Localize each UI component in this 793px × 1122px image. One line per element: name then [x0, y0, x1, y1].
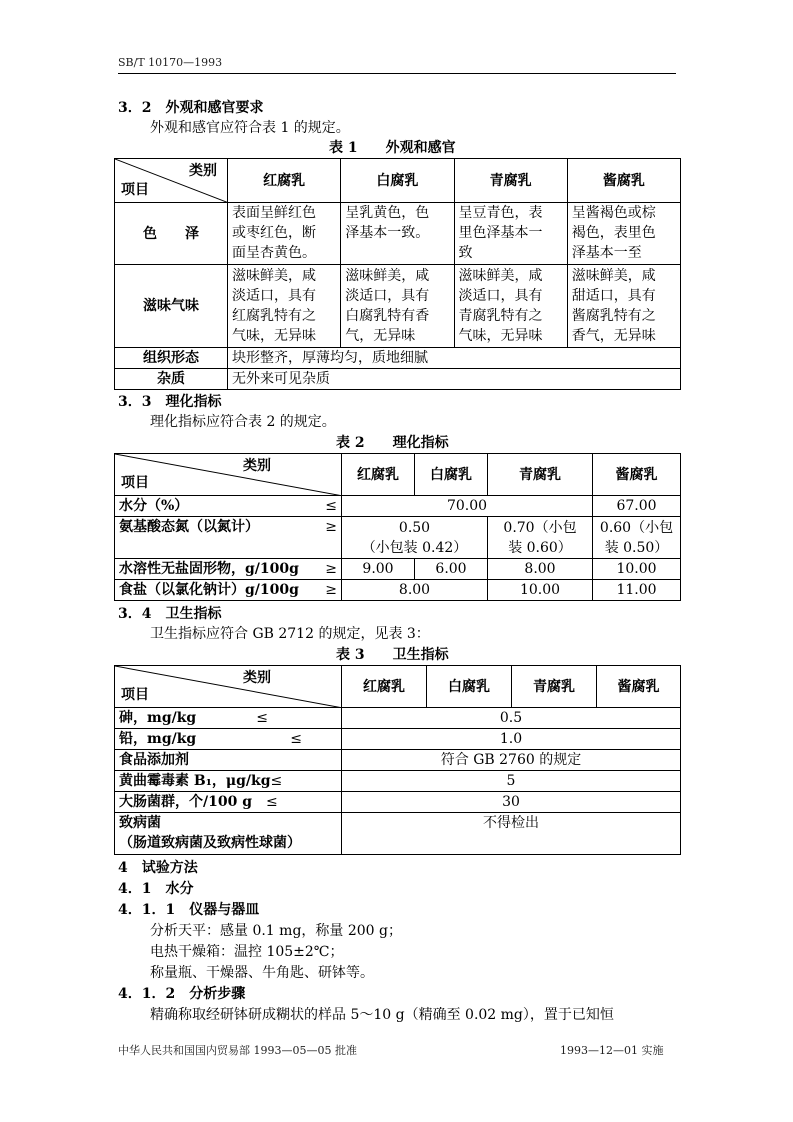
- table-2: [114, 453, 681, 601]
- cell-taste-green: 滋味鲜美，咸 淡适口，具有 青腐乳特有之 气味，无异味: [454, 265, 567, 348]
- diagonal-line: [115, 454, 343, 496]
- table-3: [114, 665, 681, 855]
- row-label-taste: 滋味气味: [115, 265, 228, 348]
- cell-texture: 块形整齐，厚薄均匀，质地细腻: [228, 348, 681, 369]
- section-3-3-intro: 理化指标应符合表 2 的规定。: [150, 414, 336, 430]
- table-2-caption: 表 2 理化指标: [336, 435, 449, 451]
- section-4-1-2-title: 4．1．2 分析步骤: [118, 986, 246, 1002]
- cell-solids-green: 8.00: [488, 559, 593, 580]
- row-label-aflatoxin: 黄曲霉毒素 B₁，μg/kg≤: [115, 771, 342, 792]
- cell-moisture-red-white-green: 70.00: [342, 496, 593, 517]
- section-4-1-1-title: 4．1．1 仪器与器皿: [118, 902, 260, 918]
- cell-additives: 符合 GB 2760 的规定: [342, 750, 681, 771]
- col-header: 红腐乳: [342, 666, 427, 708]
- cell-salt-green: 10.00: [488, 580, 593, 601]
- table-3-corner: [115, 666, 342, 708]
- col-header: 红腐乳: [342, 454, 415, 496]
- cell-salt-sauce: 11.00: [593, 580, 681, 601]
- cell-solids-sauce: 10.00: [593, 559, 681, 580]
- cell-amino-green: 0.70（小包 装 0.60）: [488, 517, 593, 559]
- corner-item: 项目: [121, 687, 149, 703]
- section-4-title: 4 试验方法: [118, 860, 198, 876]
- section-3-2-title: 3．2 外观和感官要求: [118, 100, 264, 116]
- equipment-misc: 称量瓶、干燥器、牛角匙、研钵等。: [150, 965, 374, 981]
- section-3-3-title: 3．3 理化指标: [118, 394, 222, 410]
- col-header: 青腐乳: [488, 454, 593, 496]
- cell-color-sauce: 呈酱褐色或棕 褐色，表里色 泽基本一至: [567, 203, 680, 265]
- section-4-1-title: 4．1 水分: [118, 881, 194, 897]
- row-label-salt: 食盐（以氯化钠计）g/100g ≥: [115, 580, 342, 601]
- corner-item: 项目: [121, 182, 149, 198]
- section-3-4-intro: 卫生指标应符合 GB 2712 的规定，见表 3：: [150, 626, 430, 642]
- diagonal-line: [115, 666, 343, 708]
- cell-coliform: 30: [342, 792, 681, 813]
- cell-aflatoxin: 5: [342, 771, 681, 792]
- col-header: 酱腐乳: [597, 666, 681, 708]
- corner-item: 项目: [121, 475, 149, 491]
- cell-taste-sauce: 滋味鲜美，咸 甜适口，具有 酱腐乳特有之 香气，无异味: [567, 265, 680, 348]
- col-header: 青腐乳: [512, 666, 597, 708]
- col-header: 白腐乳: [341, 159, 454, 203]
- footer-approval: 中华人民共和国国内贸易部 1993—05—05 批准: [118, 1044, 357, 1057]
- row-label-texture: 组织形态: [115, 348, 228, 369]
- row-label-soluble-solids: 水溶性无盐固形物，g/100g ≥: [115, 559, 342, 580]
- cell-color-white: 呈乳黄色，色 泽基本一致。: [341, 203, 454, 265]
- row-label-impurity: 杂质: [115, 369, 228, 390]
- col-header: 酱腐乳: [567, 159, 680, 203]
- cell-solids-red: 9.00: [342, 559, 415, 580]
- table-3-caption: 表 3 卫生指标: [336, 647, 449, 663]
- col-header: 酱腐乳: [593, 454, 681, 496]
- footer-implementation: 1993—12—01 实施: [560, 1044, 664, 1057]
- header-rule: [118, 73, 676, 74]
- standard-code: SB/T 10170—1993: [118, 56, 223, 69]
- cell-amino-sauce: 0.60（小包 装 0.50）: [593, 517, 681, 559]
- corner-category: 类别: [243, 670, 271, 686]
- col-header: 红腐乳: [228, 159, 341, 203]
- procedure-paragraph: 精确称取经研钵研成糊状的样品 5～10 g（精确至 0.02 mg），置于已知恒: [150, 1007, 614, 1023]
- row-label-pathogen: 致病菌 （肠道致病菌及致病性球菌）: [115, 813, 342, 855]
- cell-color-green: 呈豆青色，表 里色泽基本一 致: [454, 203, 567, 265]
- cell-impurity: 无外来可见杂质: [228, 369, 681, 390]
- row-label-coliform: 大肠菌群，个/100 g ≤: [115, 792, 342, 813]
- equipment-oven: 电热干燥箱：温控 105±2℃；: [150, 944, 344, 960]
- cell-amino-red-white: 0.50 （小包装 0.42）: [342, 517, 488, 559]
- col-header: 青腐乳: [454, 159, 567, 203]
- table-1-caption: 表 1 外观和感官: [329, 140, 456, 156]
- cell-pathogen: 不得检出: [342, 813, 681, 855]
- row-label-moisture: 水分（%） ≤: [115, 496, 342, 517]
- col-header: 白腐乳: [415, 454, 488, 496]
- corner-category: 类别: [189, 163, 217, 179]
- cell-arsenic: 0.5: [342, 708, 681, 729]
- row-label-amino-nitrogen: 氨基酸态氮（以氮计） ≥: [115, 517, 342, 559]
- table-2-corner: [115, 454, 342, 496]
- cell-taste-red: 滋味鲜美，咸 淡适口，具有 红腐乳特有之 气味，无异味: [228, 265, 341, 348]
- row-label-color: 色 泽: [115, 203, 228, 265]
- equipment-balance: 分析天平：感量 0.1 mg，称量 200 g；: [150, 923, 402, 939]
- cell-taste-white: 滋味鲜美，咸 淡适口，具有 白腐乳特有香 气，无异味: [341, 265, 454, 348]
- cell-moisture-sauce: 67.00: [593, 496, 681, 517]
- cell-solids-white: 6.00: [415, 559, 488, 580]
- cell-lead: 1.0: [342, 729, 681, 750]
- table-1-corner: [115, 159, 228, 203]
- section-3-2-intro: 外观和感官应符合表 1 的规定。: [150, 120, 350, 136]
- cell-color-red: 表面呈鲜红色 或枣红色，断 面呈杏黄色。: [228, 203, 341, 265]
- row-label-additives: 食品添加剂: [115, 750, 342, 771]
- table-1: [114, 158, 681, 390]
- row-label-lead: 铅，mg/kg ≤: [115, 729, 342, 750]
- row-label-arsenic: 砷，mg/kg ≤: [115, 708, 342, 729]
- section-3-4-title: 3．4 卫生指标: [118, 606, 222, 622]
- cell-salt-red-white: 8.00: [342, 580, 488, 601]
- col-header: 白腐乳: [427, 666, 512, 708]
- corner-category: 类别: [243, 458, 271, 474]
